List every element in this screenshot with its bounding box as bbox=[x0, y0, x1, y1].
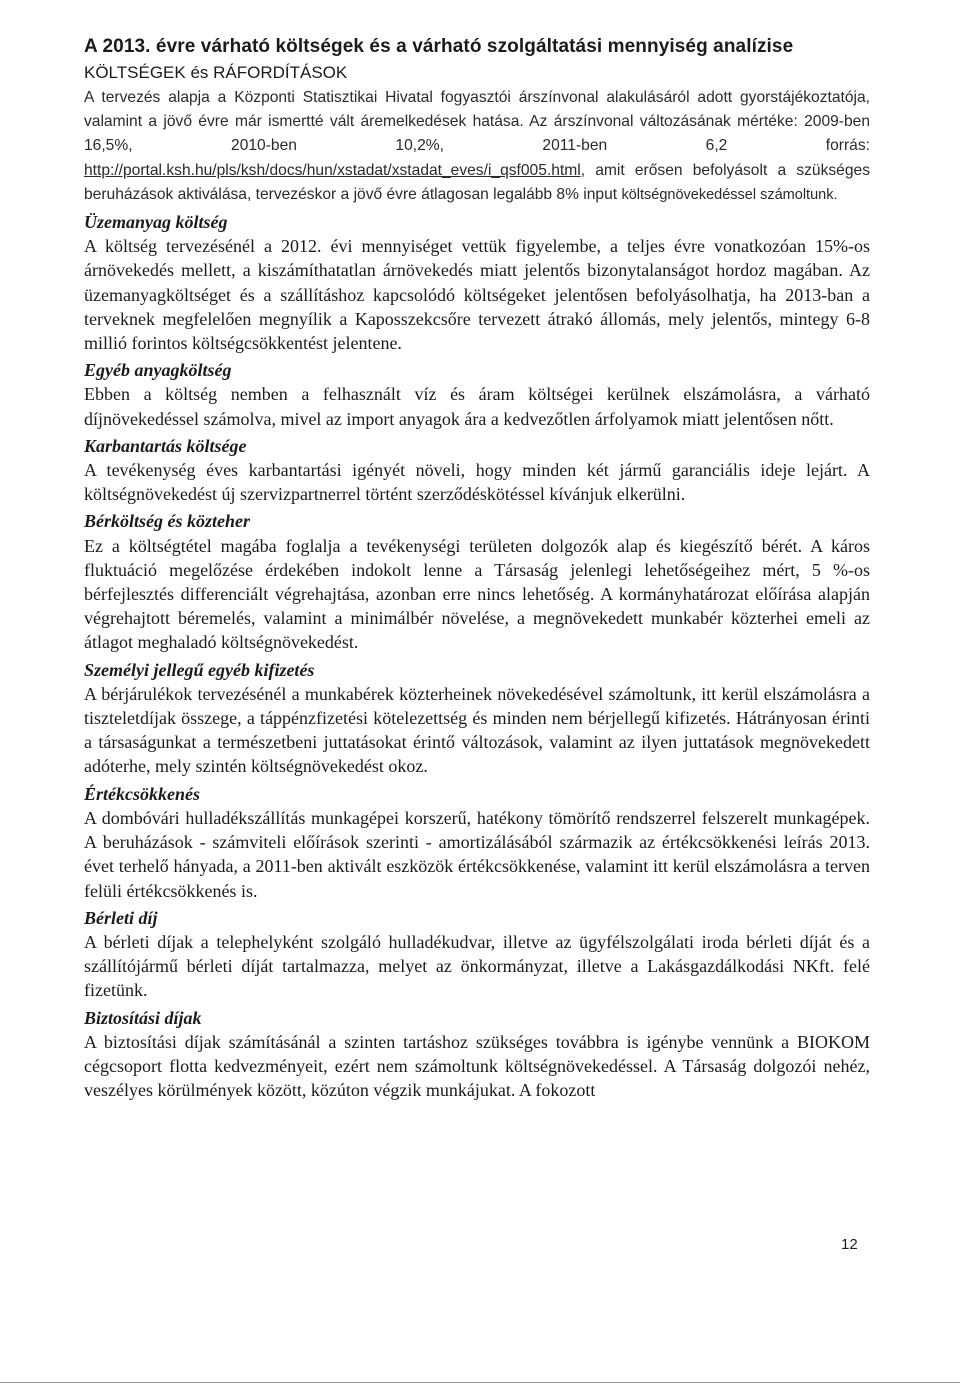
paragraph-wage-cost: Ez a költségtétel magába foglalja a tevékenységi területen dolgozók alap és kiegészítő bérét. A káros fluktuáció megelőzése érdekében indokolt lenne a Társaság jelenlegi lehetőségeihez mért, 5 %-os bérfejlesztés differenciált végrehajtása, azonban erre nincs lehetőség. A kormányhatározat előírása alapján végrehajtott béremelés, valamint a minimálbér növelése, a megnövekedett munkabér közterhei emeli az átlagot meghaladó költségnövekedést. bbox=[84, 535, 870, 653]
paragraph-rental-fee: A bérleti díjak a telephelyként szolgáló hulladékudvar, illetve az ügyfélszolgálati iroda bérleti díját és a szállítójármű bérleti díját tartalmazza, melyet az önkormányzat, illetve a Lakásgazdálkodási NKft. felé fizetünk. bbox=[84, 931, 870, 1001]
paragraph-personal-payments: A bérjárulékok tervezésénél a munkabérek közterheinek növekedésével számoltunk, itt kerül elszámolásra a tiszteletdíjak összege, a táppénzfizetési kötelezettség és minden nem bérjellegű kifizetés. Hátrányosan érinti a társaságunkat a természetbeni juttatásokat érintő változások, valamint az ilyen juttatások megnövekedett adóterhe, mely szintén költségnövekedést okoz. bbox=[84, 683, 870, 777]
ksh-source-link[interactable]: http://portal.ksh.hu/pls/ksh/docs/hun/xstadat/xstadat_eves/i_qsf005.html bbox=[84, 161, 581, 179]
heading-fuel-cost: Üzemanyag költség bbox=[84, 212, 228, 233]
heading-insurance-fees: Biztosítási díjak bbox=[84, 1007, 202, 1028]
paragraph-insurance-fees: A biztosítási díjak számításánál a szinten tartáshoz szükséges továbbra is igénybe vennünk a BIOKOM cégcsoport flotta kedvezményeit, ezért nem számoltunk költségnövekedéssel. A Társaság dolgozói nehéz, veszélyes körülmények között, közúton végzik munkájukat. A fokozott bbox=[84, 1031, 870, 1101]
heading-wage-cost: Bérköltség és közteher bbox=[84, 511, 250, 532]
paragraph-other-material-cost: Ebben a költség nemben a felhasznált víz és áram költségei kerülnek elszámolásra, a várható díjnövekedéssel számolva, mivel az import anyagok ára a kedvezőtlen árfolyamok miatt jelentősen nőtt. bbox=[84, 384, 870, 429]
paragraph-fuel-cost: A költség tervezésénél a 2012. évi mennyiséget vettük figyelembe, a teljes évre vonatkozóan 15%-os árnövekedés mellett, a kiszámíthatatlan árnövekedés miatt jelentős bizonytalanságot hordoz magában. Az üzemanyagköltséget és a szállításhoz kapcsolódó költségeket jelentősen befolyásolhatja, ha 2013-ban a terveknek megfelelően megnyílik a Kaposszekcsőre tervezett átrakó állomás, mely jelentős, mintegy 6-8 millió forintos költségcsökkentést jelentene. bbox=[84, 236, 870, 354]
intro-text-2: , amit erősen befolyásolt a szükséges beruházások aktiválása, tervezéskor a jövő évre átlagosan legalább 8% input bbox=[84, 161, 870, 203]
heading-maintenance-cost: Karbantartás költsége bbox=[84, 435, 247, 456]
scan-edge-line bbox=[0, 1382, 960, 1383]
page-number: 12 bbox=[841, 1236, 858, 1253]
document-title: A 2013. évre várható költségek és a várható szolgáltatási mennyiség analízise bbox=[84, 36, 794, 57]
intro-paragraph bbox=[84, 86, 870, 207]
document-body bbox=[84, 86, 870, 1102]
section-subtitle: KÖLTSÉGEK és RÁFORDÍTÁSOK bbox=[84, 63, 348, 82]
heading-depreciation: Értékcsökkenés bbox=[84, 783, 200, 804]
intro-text-3: költségnövekedéssel számoltunk. bbox=[621, 186, 838, 203]
heading-rental-fee: Bérleti díj bbox=[84, 907, 158, 928]
heading-other-material-cost: Egyéb anyagköltség bbox=[84, 360, 232, 381]
heading-personal-payments: Személyi jellegű egyéb kifizetés bbox=[84, 659, 315, 680]
intro-text-1: A tervezés alapja a Központi Statisztikai Hivatal fogyasztói árszínvonal alakulásáról adott gyorstájékoztatója, valamint a jövő évre már ismertté vált áremelkedések hatása. Az árszínvonal változásának mértéke: 2009-ben 16,5%, 2010-ben 10,2%, 2011-ben 6,2 forrás: bbox=[84, 89, 870, 155]
paragraph-maintenance-cost: A tevékenység éves karbantartási igényét növeli, hogy minden két jármű garanciális ideje lejárt. A költségnövekedést új szervizpartnerrel történt szerződéskötéssel kívánjuk elkerülni. bbox=[84, 460, 870, 505]
paragraph-depreciation: A dombóvári hulladékszállítás munkagépei korszerű, hatékony tömörítő rendszerrel felszerelt munkagépek. A beruházások - számviteli előírások szerinti - amortizálásából származik az értékcsökkenési leírás 2013. évet terhelő hányada, a 2011-ben aktivált eszközök értékcsökkenése, valamint itt kerül elszámolásra a terven felüli értékcsökkenés is. bbox=[84, 807, 870, 901]
